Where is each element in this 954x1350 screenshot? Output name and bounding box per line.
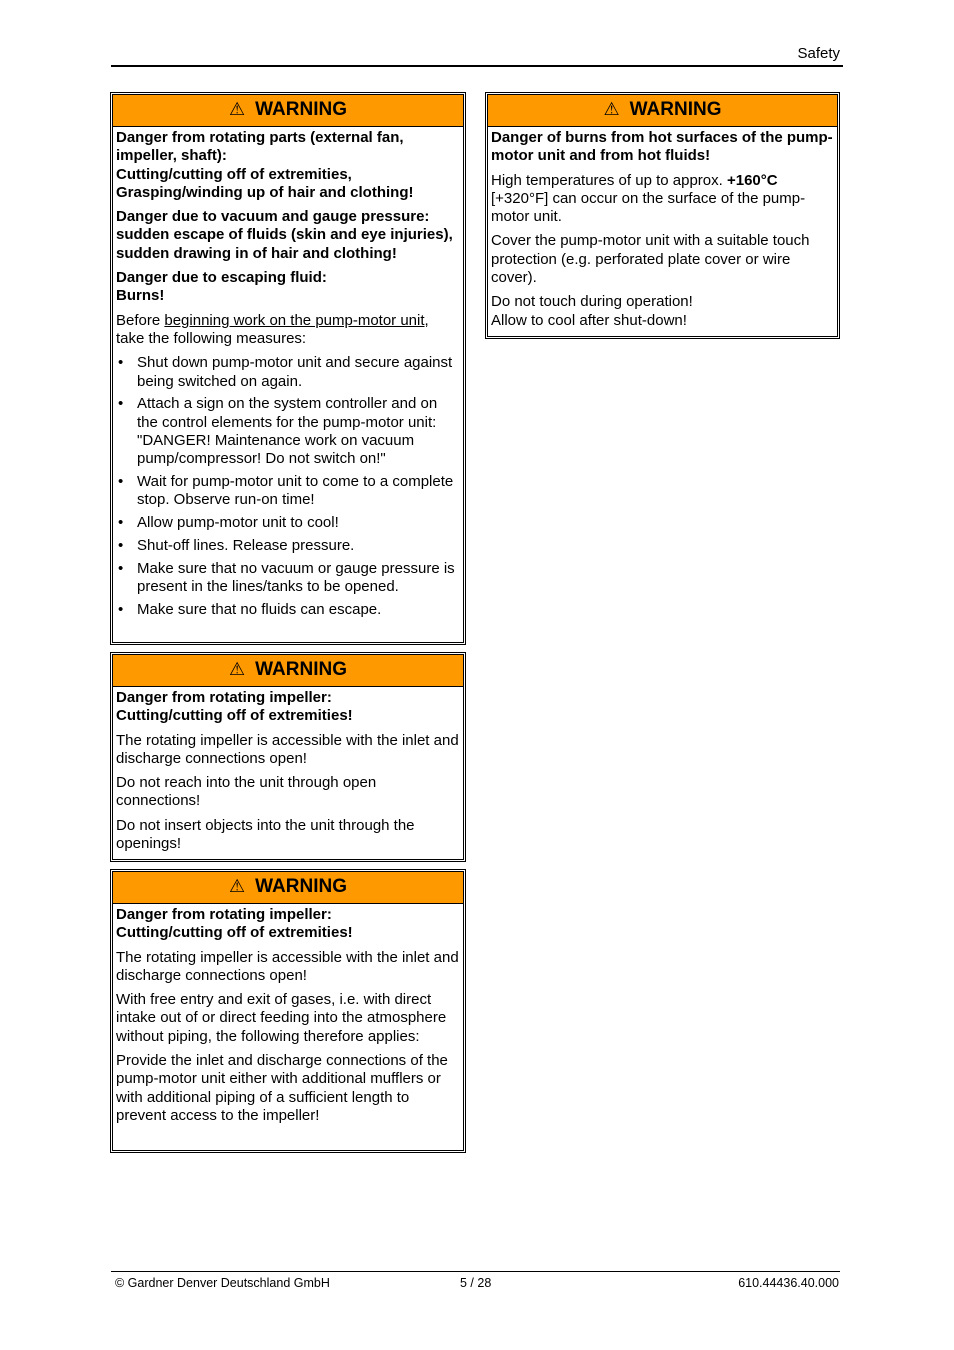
warning-label: WARNING: [255, 99, 347, 121]
warning-label: WARNING: [255, 876, 347, 898]
footer-rule: [111, 1271, 840, 1272]
warning-box-rotating-parts: [110, 92, 466, 645]
warning-text: With free entry and exit of gases, i.e. with direct intake out of or direct feeding into the atmosphere without piping, the following therefore applies:: [116, 991, 447, 1045]
list-item: • Shut down pump-motor unit and secure against being switched on again.: [116, 354, 460, 391]
warning-body: [113, 687, 463, 855]
hazard-heading: Danger from rotating impeller: Cutting/cutting off of extremities!: [116, 906, 353, 942]
list-item: • Make sure that no vacuum or gauge pressure is present in the lines/tanks to be opened.: [116, 560, 460, 597]
warning-box-hot-surfaces: [485, 92, 840, 339]
warning-body: [113, 904, 463, 1127]
warning-header: [113, 655, 463, 687]
section-title: Safety: [797, 45, 840, 62]
warning-text: Do not insert objects into the unit through the openings!: [116, 816, 415, 853]
warning-triangle-icon: ⚠: [603, 99, 620, 121]
hazard-heading: Danger from rotating impeller: Cutting/cutting off of extremities!: [116, 689, 353, 725]
warning-text: Cover the pump-motor unit with a suitable touch protection (e.g. perforated plate cover or wire cover).: [491, 232, 810, 287]
list-item: • Wait for pump-motor unit to come to a complete stop. Observe run-on time!: [116, 473, 460, 510]
warning-body: [488, 127, 837, 332]
cross-reference-link[interactable]: beginning work on the pump-motor unit: [164, 311, 425, 329]
warning-text: High temperatures of up to approx. +160°C [+320°F] can occur on the surface of the pump-motor unit.: [491, 171, 806, 226]
warning-text: Do not touch during operation! Allow to cool after shut-down!: [491, 293, 693, 329]
list-item: • Allow pump-motor unit to cool!: [116, 514, 460, 532]
warning-body: [113, 127, 463, 621]
warning-triangle-icon: ⚠: [229, 99, 246, 121]
footer-document-number: 610.44436.40.000: [738, 1276, 839, 1290]
warning-box-impeller-1: [110, 652, 466, 862]
warning-text: The rotating impeller is accessible with the inlet and discharge connections open!: [116, 948, 459, 984]
warning-triangle-icon: ⚠: [229, 876, 246, 898]
warning-triangle-icon: ⚠: [229, 659, 246, 681]
warning-box-impeller-2: [110, 869, 466, 1153]
hazard-heading: Danger from rotating parts (external fan, impeller, shaft): Cutting/cutting off of extremities, Grasping/winding up of hair and clothing!: [116, 129, 414, 201]
warning-label: WARNING: [255, 659, 347, 681]
list-item: • Attach a sign on the system controller and on the control elements for the pump-motor unit: "DANGER! Maintenance work on vacuum pump/compressor! Do not switch on!": [116, 395, 460, 468]
hazard-heading: Danger due to escaping fluid: Burns!: [116, 269, 327, 305]
warning-header: [488, 95, 837, 127]
warning-text: Provide the inlet and discharge connections of the pump-motor unit either with additional mufflers or with additional piping of a sufficient length to prevent access to the impeller!: [116, 1052, 448, 1124]
warning-header: [113, 872, 463, 904]
footer-copyright: © Gardner Denver Deutschland GmbH: [115, 1276, 330, 1290]
list-item: • Make sure that no fluids can escape.: [116, 601, 460, 619]
footer-page-number: 5 / 28: [460, 1276, 492, 1290]
header-rule: [111, 65, 843, 67]
warning-text: Do not reach into the unit through open connections!: [116, 774, 377, 810]
hazard-heading: Danger due to vacuum and gauge pressure: sudden escape of fluids (skin and eye injuries), sudden drawing in of hair and clothing!: [116, 208, 453, 262]
list-item: • Shut-off lines. Release pressure.: [116, 537, 460, 555]
warning-header: [113, 95, 463, 127]
warning-label: WARNING: [629, 99, 722, 121]
measures-intro: Before beginning work on the pump-motor unit, take the following measures:: [116, 311, 429, 347]
measures-list: [116, 354, 460, 619]
warning-text: The rotating impeller is accessible with the inlet and discharge connections open!: [116, 731, 459, 767]
hazard-heading: Danger of burns from hot surfaces of the pump-motor unit and from hot fluids!: [491, 129, 833, 165]
